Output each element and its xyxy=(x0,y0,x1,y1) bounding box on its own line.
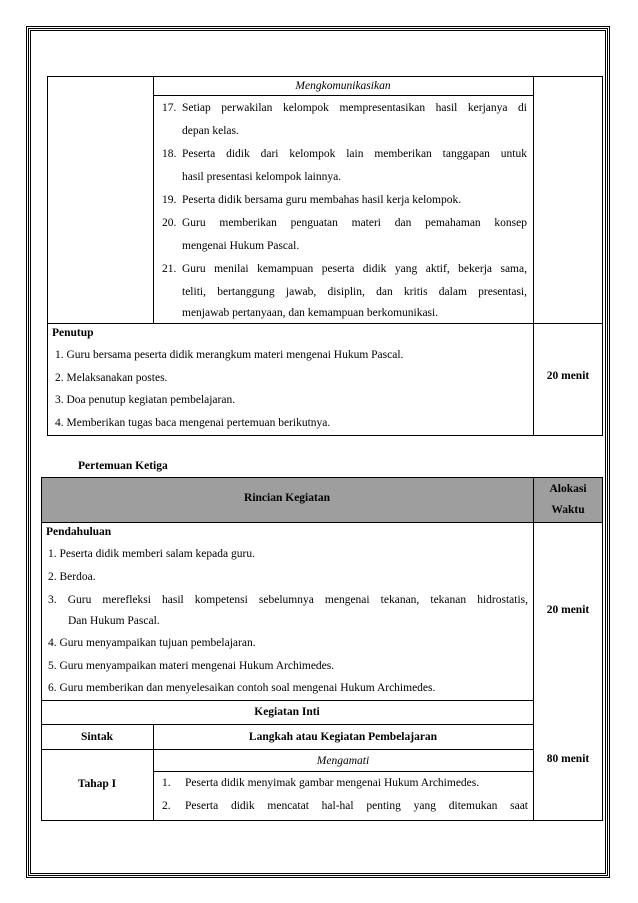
list-item-text: Guru memberikan penguatan materi dan pemahaman konsep xyxy=(182,217,527,229)
list-item-text: menjawab pertanyaan, dan kemampuan berkomunikasi. xyxy=(182,307,439,319)
section-title-mengamati: Mengamati xyxy=(316,755,370,767)
section-title-mengkomunikasikan: Mengkomunikasikan xyxy=(295,80,391,92)
penutup-title: Penutup xyxy=(52,327,94,339)
list-item-text: Peserta didik bersama guru membahas hasil kerja kelompok. xyxy=(182,194,462,206)
col-header-langkah: Langkah atau Kegiatan Pembelajaran xyxy=(248,731,438,743)
list-item-text: Peserta didik dari kelompok lain memberikan tanggapan untuk xyxy=(182,148,527,160)
header-waktu: Waktu xyxy=(551,504,585,516)
pendahuluan-item: 5. Guru menyampaikan materi mengenai Hukum Archimedes. xyxy=(48,660,335,672)
header-alokasi: Alokasi xyxy=(549,483,587,495)
meeting-title: Pertemuan Ketiga xyxy=(78,460,168,472)
list-item-number: 20. xyxy=(162,217,177,229)
list-item-number: 21. xyxy=(162,263,177,275)
penutup-time: 20 menit xyxy=(546,370,590,382)
step-number: 1. xyxy=(162,777,171,789)
list-item-number: 17. xyxy=(162,102,177,114)
pendahuluan-item: 4. Guru menyampaikan tujuan pembelajaran. xyxy=(48,637,256,649)
header-rincian-kegiatan: Rincian Kegiatan xyxy=(244,492,330,504)
list-item-text: mengenai Hukum Pascal. xyxy=(182,240,300,252)
tahap-label: Tahap I xyxy=(77,778,117,790)
pendahuluan-item: 3. Guru merefleksi hasil kompetensi sebelumnya mengenai tekanan, tekanan hidrostatis, xyxy=(48,594,528,606)
col-header-sintak: Sintak xyxy=(81,731,113,743)
pendahuluan-item: 1. Peserta didik memberi salam kepada guru. xyxy=(48,548,255,560)
step-text: Peserta didik menyimak gambar mengenai Hukum Archimedes. xyxy=(185,777,480,789)
penutup-item: 3. Doa penutup kegiatan pembelajaran. xyxy=(55,394,236,406)
penutup-item: 2. Melaksanakan postes. xyxy=(55,372,168,384)
pendahuluan-time: 20 menit xyxy=(546,604,590,616)
penutup-item: 4. Memberikan tugas baca mengenai pertemuan berikutnya. xyxy=(55,417,331,429)
pendahuluan-item: Dan Hukum Pascal. xyxy=(68,615,160,627)
step-text: Peserta didik mencatat hal-hal penting yang ditemukan saat xyxy=(185,800,528,812)
pendahuluan-item: 2. Berdoa. xyxy=(48,571,96,583)
pendahuluan-item: 6. Guru memberikan dan menyelesaikan contoh soal mengenai Hukum Archimedes. xyxy=(48,682,436,694)
list-item-number: 18. xyxy=(162,148,177,160)
penutup-item: 1. Guru bersama peserta didik merangkum materi mengenai Hukum Pascal. xyxy=(55,349,404,361)
list-item-number: 19. xyxy=(162,194,177,206)
list-item-text: depan kelas. xyxy=(182,125,239,137)
list-item-text: Guru menilai kemampuan peserta didik yang aktif, bekerja sama, xyxy=(182,263,527,275)
list-item-text: Setiap perwakilan kelompok mempresentasikan hasil kerjanya di xyxy=(182,102,527,114)
inti-time: 80 menit xyxy=(546,753,590,765)
list-item-text: hasil presentasi kelompok lainnya. xyxy=(182,171,342,183)
list-item-text: teliti, bertanggung jawab, disiplin, dan kritis dalam presentasi, xyxy=(182,286,527,298)
kegiatan-inti-title: Kegiatan Inti xyxy=(254,706,320,718)
pendahuluan-title: Pendahuluan xyxy=(46,526,112,538)
step-number: 2. xyxy=(162,800,171,812)
